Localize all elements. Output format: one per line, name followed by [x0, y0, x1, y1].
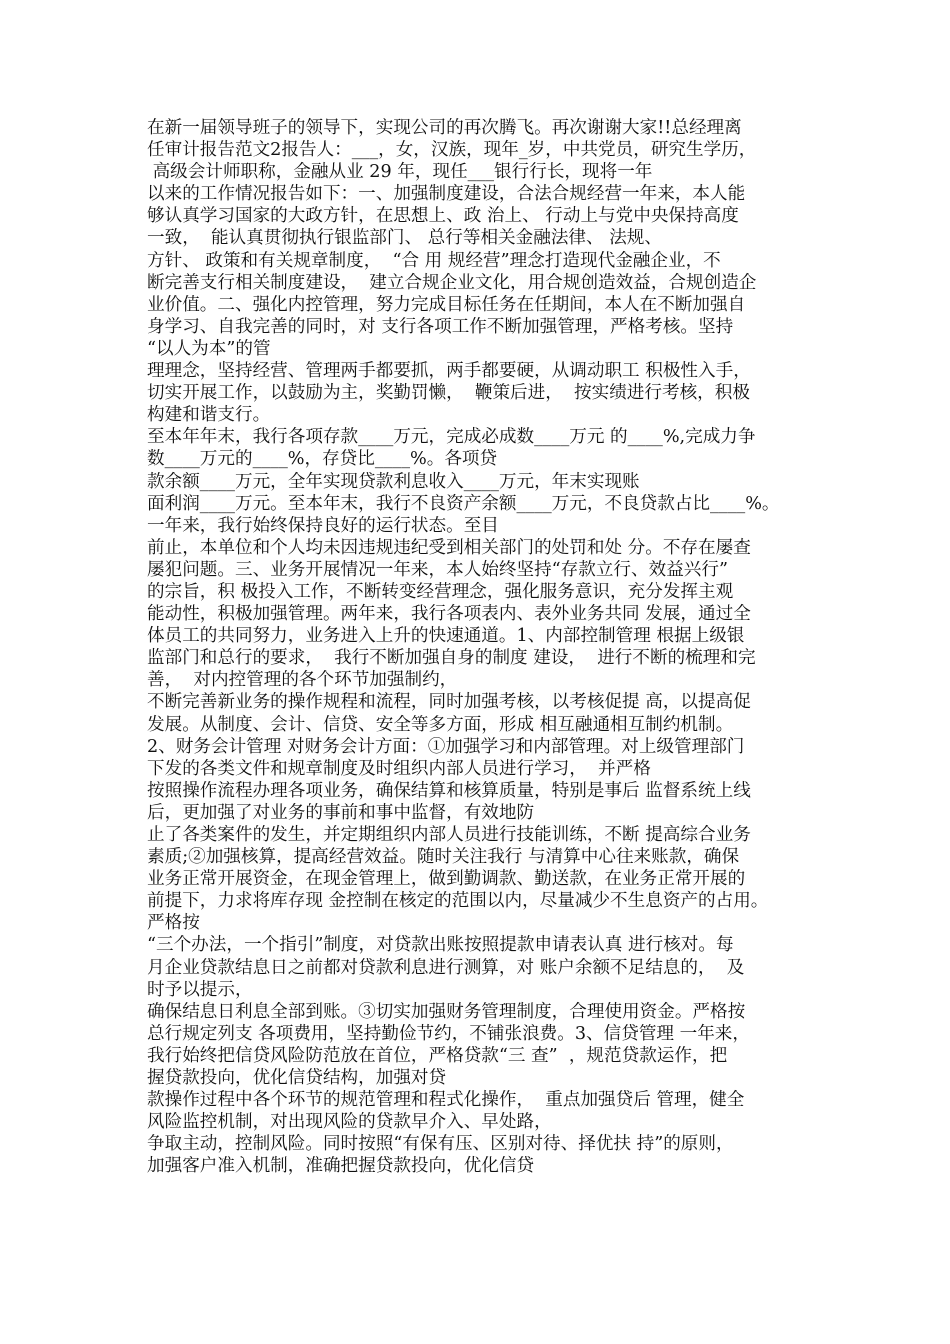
text-line: 至本年年末，我行各项存款____万元，完成必成数____万元 的____%,完成力争 — [147, 427, 756, 448]
text-line: 高级会计师职称，金融从业 29 年，现任___银行行长，现将一年 — [147, 162, 653, 183]
text-line: 能动性，积极加强管理。两年来，我行各项表内、表外业务共同 发展，通过全 — [147, 604, 751, 625]
document-body — [147, 117, 837, 1178]
text-line: 够认真学习国家的大政方针，在思想上、政 治上、 行动上与党中央保持高度 — [147, 206, 739, 227]
text-line: 面利润____万元。至本年末，我行不良资产余额____万元，不良贷款占比____%。 — [147, 493, 780, 514]
text-line: 断完善支行相关制度建设， 建立合规企业文化，用合规创造效益，合规创造企 — [147, 272, 757, 293]
text-line: 的宗旨，积 极投入工作，不断转变经营理念，强化服务意识，充分发挥主观 — [147, 581, 734, 602]
text-line: 理理念，坚持经营、管理两手都要抓，两手都要硬，从调动职工 积极性入手， — [147, 361, 751, 382]
text-line: 业务正常开展资金，在现金管理上，做到勤调款、勤送款，在业务正常开展的 — [147, 869, 746, 890]
text-line: “以人为本”的管 — [147, 338, 271, 359]
text-line: 前提下，力求将库存现 金控制在核定的范围以内，尽量减少不生息资产的占用。 — [147, 891, 769, 912]
text-line: 按照操作流程办理各项业务，确保结算和核算质量，特别是事后 监督系统上线 — [147, 780, 751, 801]
text-line: 握贷款投向，优化信贷结构，加强对贷 — [147, 1068, 447, 1089]
text-line: 风险监控机制，对出现风险的贷款早介入、早处路， — [147, 1112, 552, 1133]
text-line: 争取主动，控制风险。同时按照“有保有压、区别对待、择优扶 持”的原则， — [147, 1134, 734, 1155]
text-line: 身学习、自我完善的同时，对 支行各项工作不断加强管理，严格考核。坚持 — [147, 316, 734, 337]
text-line: 总行规定列支 各项费用，坚持勤俭节约，不铺张浪费。3、信贷管理 一年来， — [147, 1023, 750, 1044]
text-line: 时予以提示， — [147, 979, 253, 1000]
text-line: 业价值。二、强化内控管理，努力完成目标任务在任期间，本人在不断加强自 — [147, 294, 746, 315]
text-line: 后，更加强了对业务的事前和事中监督，有效地防 — [147, 802, 535, 823]
text-line: 确保结息日利息全部到账。③切实加强财务管理制度，合理使用资金。严格按 — [147, 1001, 746, 1022]
text-line: 款余额____万元，全年实现贷款利息收入____万元，年末实现账 — [147, 471, 640, 492]
text-line: 在新一届领导班子的领导下，实现公司的再次腾飞。再次谢谢大家!!总经理离 — [147, 118, 742, 138]
text-line: 数____万元的____%，存贷比____%。各项贷 — [147, 449, 498, 470]
text-line: 以来的工作情况报告如下：一、加强制度建设，合法合规经营一年来，本人能 — [147, 184, 746, 205]
text-line: 切实开展工作，以鼓励为主，奖勤罚懒， 鞭策后进， 按实绩进行考核，积极 — [147, 383, 750, 404]
text-line: 月企业贷款结息日之前都对贷款利息进行测算，对 账户余额不足结息的， 及 — [147, 957, 745, 978]
text-line: 止了各类案件的发生，并定期组织内部人员进行技能训练，不断 提高综合业务 — [147, 825, 751, 845]
text-line: 方针、 政策和有关规章制度， “合 用 规经营”理念打造现代金融企业，不 — [147, 250, 721, 271]
text-line: 监部门和总行的要求， 我行不断加强自身的制度 建设， 进行不断的梳理和完 — [147, 648, 756, 669]
text-line: 屡犯问题。三、业务开展情况一年来，本人始终坚持“存款立行、效益兴行” — [147, 559, 728, 580]
text-line: “三个办法，一个指引”制度，对贷款出账按照提款申请表认真 进行核对。每 — [147, 935, 734, 956]
text-line: 2、财务会计管理 对财务会计方面：①加强学习和内部管理。对上级管理部门 — [147, 736, 745, 757]
text-line: 素质;②加强核算，提高经营效益。随时关注我行 与清算中心往来账款，确保 — [147, 847, 740, 868]
text-line: 严格按 — [147, 913, 200, 934]
text-line: 不断完善新业务的操作规程和流程，同时加强考核，以考核促提 高，以提高促 — [147, 692, 751, 713]
text-line: 善， 对内控管理的各个环节加强制约， — [147, 670, 458, 691]
text-line: 一年来，我行始终保持良好的运行状态。至目 — [147, 515, 499, 536]
text-line: 构建和谐支行。 — [147, 405, 271, 426]
text-line: 我行始终把信贷风险防范放在首位，严格贷款“三 查” ，规范贷款运作，把 — [147, 1045, 728, 1066]
text-line: 加强客户准入机制，准确把握贷款投向，优化信贷 — [147, 1156, 535, 1177]
text-line: 前止，本单位和个人均未因违规违纪受到相关部门的处罚和处 分。不存在屡查 — [147, 537, 751, 558]
text-line: 发展。从制度、会计、信贷、安全等多方面，形成 相互融通相互制约机制。 — [147, 714, 734, 735]
text-line: 任审计报告范文2报告人：___，女，汉族，现年_岁，中共党员，研究生学历， — [147, 140, 757, 161]
text-line: 下发的各类文件和规章制度及时组织内部人员进行学习， 并严格 — [147, 758, 651, 779]
text-line: 体员工的共同努力，业务进入上升的快速通道。1、内部控制管理 根据上级银 — [147, 626, 745, 647]
text-line: 款操作过程中各个环节的规范管理和程式化操作， 重点加强贷后 管理，健全 — [147, 1090, 745, 1111]
text-line: 一致， 能认真贯彻执行银监部门、 总行等相关金融法律、 法规、 — [147, 228, 662, 249]
